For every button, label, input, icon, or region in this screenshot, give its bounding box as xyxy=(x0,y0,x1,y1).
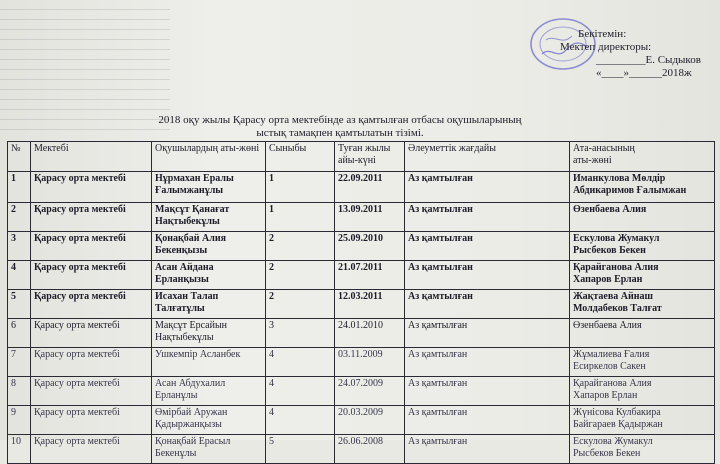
cell-school: Қарасу орта мектебі xyxy=(31,172,152,203)
cell-status: Аз қамтылған xyxy=(405,261,570,290)
cell-status: Аз қамтылған xyxy=(405,435,570,464)
cell-num: 5 xyxy=(8,290,31,319)
cell-num: 10 xyxy=(8,435,31,464)
cell-school: Қарасу орта мектебі xyxy=(31,377,152,406)
header-birth-line-2: айы-күні xyxy=(338,155,376,166)
cell-status: Аз қамтылған xyxy=(405,172,570,203)
cell-school: Қарасу орта мектебі xyxy=(31,261,152,290)
cell-parents xyxy=(570,406,715,435)
cell-status: Аз қамтылған xyxy=(405,348,570,377)
cell-parents xyxy=(570,203,715,232)
table-row xyxy=(8,377,715,406)
cell-student xyxy=(152,261,266,290)
cell-parents-line: Молдабеков Талғат xyxy=(573,303,662,314)
cell-parents xyxy=(570,232,715,261)
table-row xyxy=(8,319,715,348)
cell-parents-line: Хапаров Ерлан xyxy=(573,390,638,401)
header-parents-line-1: Ата-анасының xyxy=(573,143,635,154)
cell-parents-line: Жақтаева Айнаш xyxy=(573,291,653,302)
cell-parents-line: Жұмалиева Ғалия xyxy=(573,349,650,360)
title-line-1: 2018 оқу жылы Қарасу орта мектебінде аз қамтылған отбасы оқушыларының xyxy=(158,114,522,126)
header-birth xyxy=(335,142,405,172)
cell-birth: 21.07.2011 xyxy=(335,261,405,290)
header-birth-line-1: Туған жылы xyxy=(338,143,391,154)
cell-school: Қарасу орта мектебі xyxy=(31,290,152,319)
cell-student-line: Асан Абдухалил xyxy=(155,378,226,389)
cell-student-line: Қадыржанқызы xyxy=(155,419,222,430)
cell-grade: 1 xyxy=(266,203,335,232)
cell-grade: 4 xyxy=(266,377,335,406)
cell-student xyxy=(152,172,266,203)
cell-parents-line: Рысбеков Бекен xyxy=(573,448,641,459)
header-school: Мектебі xyxy=(31,142,152,172)
table-row xyxy=(8,232,715,261)
cell-student xyxy=(152,406,266,435)
director-title: Мектеп директоры: xyxy=(560,41,652,53)
header-parents-line-2: аты-жөні xyxy=(573,155,612,166)
cell-student xyxy=(152,203,266,232)
cell-parents xyxy=(570,348,715,377)
cell-birth: 12.03.2011 xyxy=(335,290,405,319)
cell-student-line: Асан Айдана xyxy=(155,262,214,273)
cell-status: Аз қамтылған xyxy=(405,406,570,435)
cell-status: Аз қамтылған xyxy=(405,290,570,319)
document-title xyxy=(120,114,560,140)
cell-status: Аз қамтылған xyxy=(405,377,570,406)
cell-student-line: Өмірбай Аружан xyxy=(155,407,228,418)
cell-student-line: Нақтыбекұлы xyxy=(155,216,220,227)
cell-status: Аз қамтылған xyxy=(405,319,570,348)
cell-school: Қарасу орта мектебі xyxy=(31,435,152,464)
cell-parents-line: Иманкулова Мөлдір xyxy=(573,173,666,184)
title-line-2: ыстық тамақпен қамтылатын тізімі. xyxy=(256,127,424,139)
cell-parents xyxy=(570,377,715,406)
cell-birth: 03.11.2009 xyxy=(335,348,405,377)
table-row xyxy=(8,290,715,319)
cell-parents-line: Байгараев Қадыржан xyxy=(573,419,663,430)
cell-birth: 13.09.2011 xyxy=(335,203,405,232)
cell-birth: 26.06.2008 xyxy=(335,435,405,464)
cell-student xyxy=(152,435,266,464)
cell-parents-line: Өзенбаева Алия xyxy=(573,204,647,215)
cell-grade: 3 xyxy=(266,319,335,348)
students-table xyxy=(7,141,715,464)
cell-parents-line: Қарайганова Алия xyxy=(573,378,652,389)
cell-parents xyxy=(570,261,715,290)
cell-student-line: Ушкемпір Асланбек xyxy=(155,349,241,360)
approval-label: Бекітемін: xyxy=(578,28,627,40)
cell-grade: 2 xyxy=(266,290,335,319)
header-grade: Сыныбы xyxy=(266,142,335,172)
cell-school: Қарасу орта мектебі xyxy=(31,203,152,232)
cell-parents xyxy=(570,435,715,464)
cell-birth: 25.09.2010 xyxy=(335,232,405,261)
cell-student-line: Қонақбай Ерасыл xyxy=(155,436,231,447)
cell-student-line: Бекенұлы xyxy=(155,448,197,459)
cell-parents-line: Қарайганова Алия xyxy=(573,262,659,273)
cell-school: Қарасу орта мектебі xyxy=(31,232,152,261)
approval-block xyxy=(556,28,716,80)
cell-student-line: Исахан Талап xyxy=(155,291,219,302)
header-num: № xyxy=(8,142,31,172)
table-row xyxy=(8,435,715,464)
cell-student xyxy=(152,348,266,377)
cell-parents-line: Рысбеков Бекен xyxy=(573,245,646,256)
cell-parents-line: Ескулова Жумакул xyxy=(573,233,660,244)
cell-school: Қарасу орта мектебі xyxy=(31,406,152,435)
cell-num: 9 xyxy=(8,406,31,435)
cell-student xyxy=(152,319,266,348)
cell-grade: 4 xyxy=(266,406,335,435)
cell-status: Аз қамтылған xyxy=(405,203,570,232)
cell-student xyxy=(152,290,266,319)
cell-parents xyxy=(570,172,715,203)
cell-grade: 2 xyxy=(266,232,335,261)
header-student: Оқушылардың аты-жөні xyxy=(152,142,266,172)
cell-parents-line: Есиркелов Сакен xyxy=(573,361,646,372)
cell-student-line: Ерланқызы xyxy=(155,274,209,285)
header-parents xyxy=(570,142,715,172)
cell-student-line: Ерланұлы xyxy=(155,390,198,401)
cell-num: 6 xyxy=(8,319,31,348)
cell-parents xyxy=(570,290,715,319)
table-row xyxy=(8,406,715,435)
table-row xyxy=(8,348,715,377)
header-status: Әлеуметтік жағдайы xyxy=(405,142,570,172)
cell-student-line: Қонақбай Алия xyxy=(155,233,227,244)
cell-parents-line: Ескулова Жумакул xyxy=(573,436,653,447)
cell-num: 8 xyxy=(8,377,31,406)
director-signature-line: _________Е. Сыдыков xyxy=(596,54,701,66)
cell-school: Қарасу орта мектебі xyxy=(31,319,152,348)
cell-student-line: Нұрмахан Ералы xyxy=(155,173,234,184)
cell-student-line: Ғалымжанұлы xyxy=(155,185,224,196)
cell-num: 2 xyxy=(8,203,31,232)
cell-num: 3 xyxy=(8,232,31,261)
cell-student-line: Мақсұт Қанағат xyxy=(155,204,230,215)
cell-birth: 22.09.2011 xyxy=(335,172,405,203)
cell-num: 1 xyxy=(8,172,31,203)
cell-birth: 20.03.2009 xyxy=(335,406,405,435)
cell-grade: 4 xyxy=(266,348,335,377)
cell-status: Аз қамтылған xyxy=(405,232,570,261)
cell-parents-line: Абдикаримов Ғалымжан xyxy=(573,185,687,196)
cell-student-line: Мақсұт Ерсайын xyxy=(155,320,228,331)
table-header-row xyxy=(8,142,715,172)
cell-student xyxy=(152,377,266,406)
cell-birth: 24.01.2010 xyxy=(335,319,405,348)
cell-parents-line: Хапаров Ерлан xyxy=(573,274,643,285)
cell-parents xyxy=(570,319,715,348)
cell-student xyxy=(152,232,266,261)
cell-student-line: Бекенқызы xyxy=(155,245,208,256)
cell-student-line: Талғатұлы xyxy=(155,303,205,314)
cell-grade: 1 xyxy=(266,172,335,203)
cell-grade: 5 xyxy=(266,435,335,464)
cell-grade: 2 xyxy=(266,261,335,290)
table-row xyxy=(8,203,715,232)
table-row xyxy=(8,172,715,203)
cell-student-line: Нақтыбекұлы xyxy=(155,332,214,343)
approval-date: «____»______2018ж xyxy=(596,67,692,79)
table-row xyxy=(8,261,715,290)
cell-birth: 24.07.2009 xyxy=(335,377,405,406)
cell-parents-line: Өзенбаева Алия xyxy=(573,320,642,331)
cell-num: 4 xyxy=(8,261,31,290)
cell-parents-line: Жүнісова Кулбакира xyxy=(573,407,661,418)
cell-school: Қарасу орта мектебі xyxy=(31,348,152,377)
cell-num: 7 xyxy=(8,348,31,377)
